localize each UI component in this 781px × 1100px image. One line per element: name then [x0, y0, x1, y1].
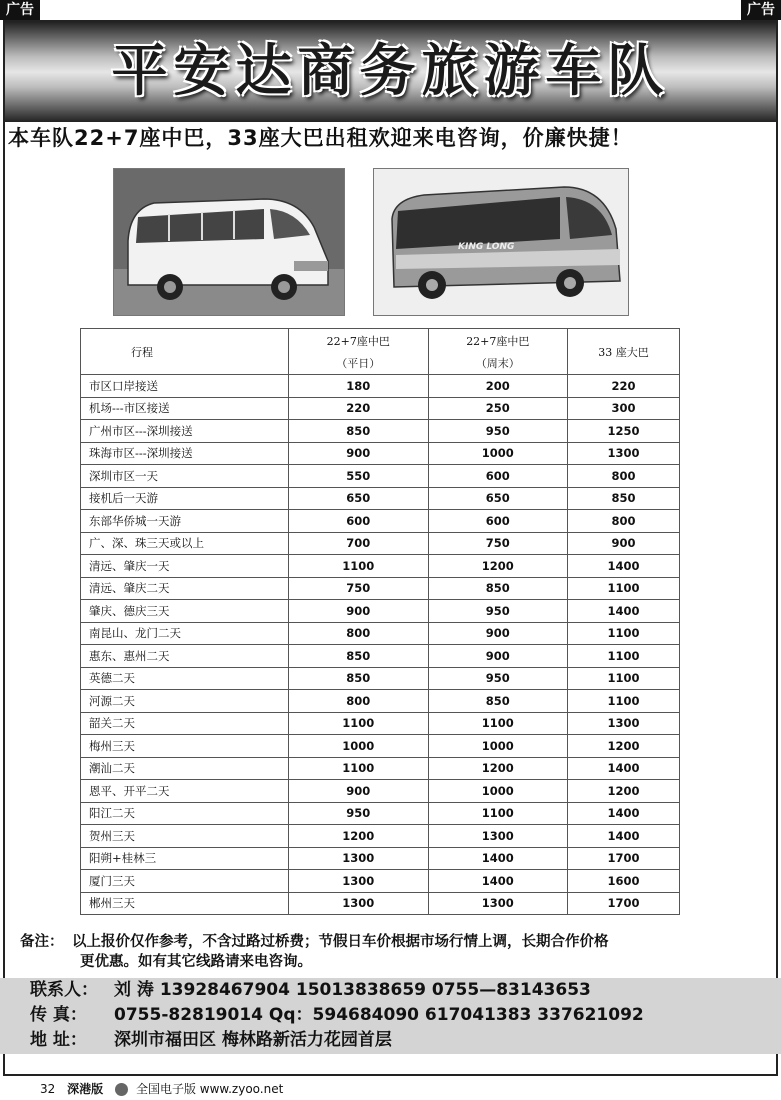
route-cell: 市区口岸接送	[81, 375, 289, 398]
minibus-weekday-price: 180	[289, 375, 429, 398]
publication-logo-icon	[115, 1083, 128, 1096]
route-cell: 英德二天	[81, 667, 289, 690]
minibus-photo	[113, 168, 345, 316]
bus-price: 1400	[568, 802, 680, 825]
subtitle: 本车队22+7座中巴，33座大巴出租欢迎来电咨询，价廉快捷！	[8, 126, 633, 150]
note-line1: 以上报价仅作参考，不含过路过桥费；节假日车价根据市场行情上调，长期合作价格	[72, 934, 609, 950]
minibus-weekend-price: 950	[428, 667, 568, 690]
minibus-image	[114, 169, 345, 316]
table-row	[81, 667, 680, 690]
page-footer	[0, 1078, 781, 1100]
minibus-weekend-price: 600	[428, 465, 568, 488]
bus-price: 1400	[568, 757, 680, 780]
header-bus: 33 座大巴	[568, 329, 680, 375]
minibus-weekday-price: 1100	[289, 712, 429, 735]
minibus-weekday-price: 950	[289, 802, 429, 825]
table-row	[81, 375, 680, 398]
route-cell: 潮汕二天	[81, 757, 289, 780]
table-row	[81, 555, 680, 578]
bus-price: 1300	[568, 442, 680, 465]
minibus-weekend-price: 1100	[428, 802, 568, 825]
bus-price: 1400	[568, 555, 680, 578]
minibus-weekend-price: 650	[428, 487, 568, 510]
minibus-weekend-price: 1200	[428, 555, 568, 578]
coach-image	[374, 169, 629, 316]
page-number: 32	[40, 1082, 56, 1096]
minibus-weekday-price: 850	[289, 420, 429, 443]
table-row	[81, 735, 680, 758]
header-minibus-weekend	[428, 329, 568, 375]
route-cell: 阳江二天	[81, 802, 289, 825]
route-cell: 惠东、惠州二天	[81, 645, 289, 668]
bus-price: 1200	[568, 735, 680, 758]
route-cell: 清远、肇庆一天	[81, 555, 289, 578]
header-minibus-weekday-line2: （平日）	[336, 356, 381, 370]
table-row	[81, 690, 680, 713]
table-row	[81, 577, 680, 600]
header-minibus-weekday-line1: 22+7座中巴	[326, 334, 390, 348]
bus-price: 900	[568, 532, 680, 555]
minibus-weekday-price: 900	[289, 442, 429, 465]
route-cell: 广、深、珠三天或以上	[81, 532, 289, 555]
minibus-weekend-price: 200	[428, 375, 568, 398]
contact-address-value: 深圳市福田区 梅林路新活力花园首层	[114, 1030, 392, 1050]
minibus-weekday-price: 600	[289, 510, 429, 533]
route-cell: 恩平、开平二天	[81, 780, 289, 803]
table-row	[81, 465, 680, 488]
bus-price: 850	[568, 487, 680, 510]
minibus-weekday-price: 750	[289, 577, 429, 600]
minibus-weekday-price: 1100	[289, 555, 429, 578]
banner	[5, 22, 776, 122]
price-table-body	[81, 375, 680, 915]
contact-person-label: 联系人：	[30, 980, 98, 1000]
minibus-weekday-price: 800	[289, 622, 429, 645]
route-cell: 贺州三天	[81, 825, 289, 848]
header-route: 行程	[81, 329, 289, 375]
note-label: 备注：	[20, 934, 64, 950]
minibus-weekday-price: 1000	[289, 735, 429, 758]
header-minibus-weekday	[289, 329, 429, 375]
minibus-weekday-price: 1200	[289, 825, 429, 848]
contact-fax-row	[0, 1003, 781, 1028]
minibus-weekend-price: 750	[428, 532, 568, 555]
bus-price: 1400	[568, 600, 680, 623]
route-cell: 机场---市区接送	[81, 397, 289, 420]
minibus-weekday-price: 220	[289, 397, 429, 420]
table-row	[81, 847, 680, 870]
contact-address-row	[0, 1028, 781, 1053]
route-cell: 接机后一天游	[81, 487, 289, 510]
minibus-weekday-price: 1300	[289, 892, 429, 915]
minibus-weekday-price: 850	[289, 645, 429, 668]
bus-price: 1100	[568, 690, 680, 713]
table-header-row	[81, 329, 680, 375]
minibus-weekday-price: 900	[289, 600, 429, 623]
minibus-weekday-price: 700	[289, 532, 429, 555]
note-line2: 更优惠。如有其它线路请来电咨询。	[80, 954, 312, 970]
route-cell: 清远、肇庆二天	[81, 577, 289, 600]
minibus-weekend-price: 1000	[428, 442, 568, 465]
minibus-weekend-price: 1100	[428, 712, 568, 735]
bus-price: 1400	[568, 825, 680, 848]
header-minibus-weekend-line2: （周末）	[475, 356, 520, 370]
minibus-weekday-price: 650	[289, 487, 429, 510]
note	[20, 932, 760, 972]
banner-title: 平安达商务旅游车队	[111, 39, 670, 104]
table-row	[81, 870, 680, 893]
bus-price: 300	[568, 397, 680, 420]
table-row	[81, 532, 680, 555]
bus-price: 220	[568, 375, 680, 398]
table-row	[81, 645, 680, 668]
minibus-weekend-price: 1000	[428, 735, 568, 758]
minibus-weekend-price: 900	[428, 622, 568, 645]
minibus-weekend-price: 850	[428, 690, 568, 713]
bus-price: 1700	[568, 847, 680, 870]
minibus-weekday-price: 1300	[289, 870, 429, 893]
minibus-weekend-price: 900	[428, 645, 568, 668]
route-cell: 南昆山、龙门二天	[81, 622, 289, 645]
bus-price: 800	[568, 465, 680, 488]
contact-address-label: 地 址：	[30, 1030, 87, 1050]
header-minibus-weekend-line1: 22+7座中巴	[466, 334, 530, 348]
route-cell: 珠海市区---深圳接送	[81, 442, 289, 465]
route-cell: 深圳市区一天	[81, 465, 289, 488]
bus-price: 1700	[568, 892, 680, 915]
table-row	[81, 510, 680, 533]
table-row	[81, 712, 680, 735]
edition-label: 深港版	[67, 1082, 104, 1096]
table-row	[81, 892, 680, 915]
contact-fax-label: 传 真：	[30, 1005, 87, 1025]
route-cell: 河源二天	[81, 690, 289, 713]
contact-person-value: 刘 涛 13928467904 15013838659 0755—83143653	[114, 980, 591, 1000]
route-cell: 梅州三天	[81, 735, 289, 758]
bus-price: 1200	[568, 780, 680, 803]
ad-label-right: 广告	[741, 0, 781, 20]
minibus-weekend-price: 600	[428, 510, 568, 533]
contact-fax-value: 0755-82819014 Qq：594684090 617041383 337621092	[114, 1005, 644, 1025]
minibus-weekday-price: 850	[289, 667, 429, 690]
table-row	[81, 802, 680, 825]
table-row	[81, 420, 680, 443]
bus-price: 1250	[568, 420, 680, 443]
route-cell: 厦门三天	[81, 870, 289, 893]
minibus-weekend-price: 950	[428, 420, 568, 443]
bus-price: 1100	[568, 667, 680, 690]
table-row	[81, 825, 680, 848]
route-cell: 郴州三天	[81, 892, 289, 915]
route-cell: 韶关二天	[81, 712, 289, 735]
minibus-weekday-price: 1100	[289, 757, 429, 780]
price-table	[80, 328, 680, 915]
table-row	[81, 757, 680, 780]
minibus-weekend-price: 1300	[428, 825, 568, 848]
bus-price: 1300	[568, 712, 680, 735]
minibus-weekday-price: 900	[289, 780, 429, 803]
minibus-weekend-price: 1300	[428, 892, 568, 915]
bus-price: 1100	[568, 645, 680, 668]
national-edition-link[interactable]: 全国电子版 www.zyoo.net	[135, 1082, 284, 1096]
minibus-weekday-price: 550	[289, 465, 429, 488]
minibus-weekend-price: 1400	[428, 870, 568, 893]
bus-price: 1100	[568, 577, 680, 600]
coach-photo	[373, 168, 629, 316]
table-row	[81, 622, 680, 645]
table-row	[81, 442, 680, 465]
table-row	[81, 397, 680, 420]
route-cell: 广州市区---深圳接送	[81, 420, 289, 443]
route-cell: 肇庆、德庆三天	[81, 600, 289, 623]
ad-label-left: 广告	[0, 0, 40, 20]
minibus-weekend-price: 250	[428, 397, 568, 420]
table-row	[81, 780, 680, 803]
minibus-weekday-price: 800	[289, 690, 429, 713]
coach-brand: KING LONG	[458, 242, 515, 252]
route-cell: 阳朔+桂林三	[81, 847, 289, 870]
bus-price: 800	[568, 510, 680, 533]
bus-price: 1600	[568, 870, 680, 893]
minibus-weekend-price: 1400	[428, 847, 568, 870]
contact-person-row	[0, 978, 781, 1003]
minibus-weekend-price: 1200	[428, 757, 568, 780]
route-cell: 东部华侨城一天游	[81, 510, 289, 533]
minibus-weekend-price: 1000	[428, 780, 568, 803]
minibus-weekday-price: 1300	[289, 847, 429, 870]
minibus-weekend-price: 850	[428, 577, 568, 600]
bus-price: 1100	[568, 622, 680, 645]
table-row	[81, 487, 680, 510]
contact-block	[0, 978, 781, 1054]
minibus-weekend-price: 950	[428, 600, 568, 623]
table-row	[81, 600, 680, 623]
